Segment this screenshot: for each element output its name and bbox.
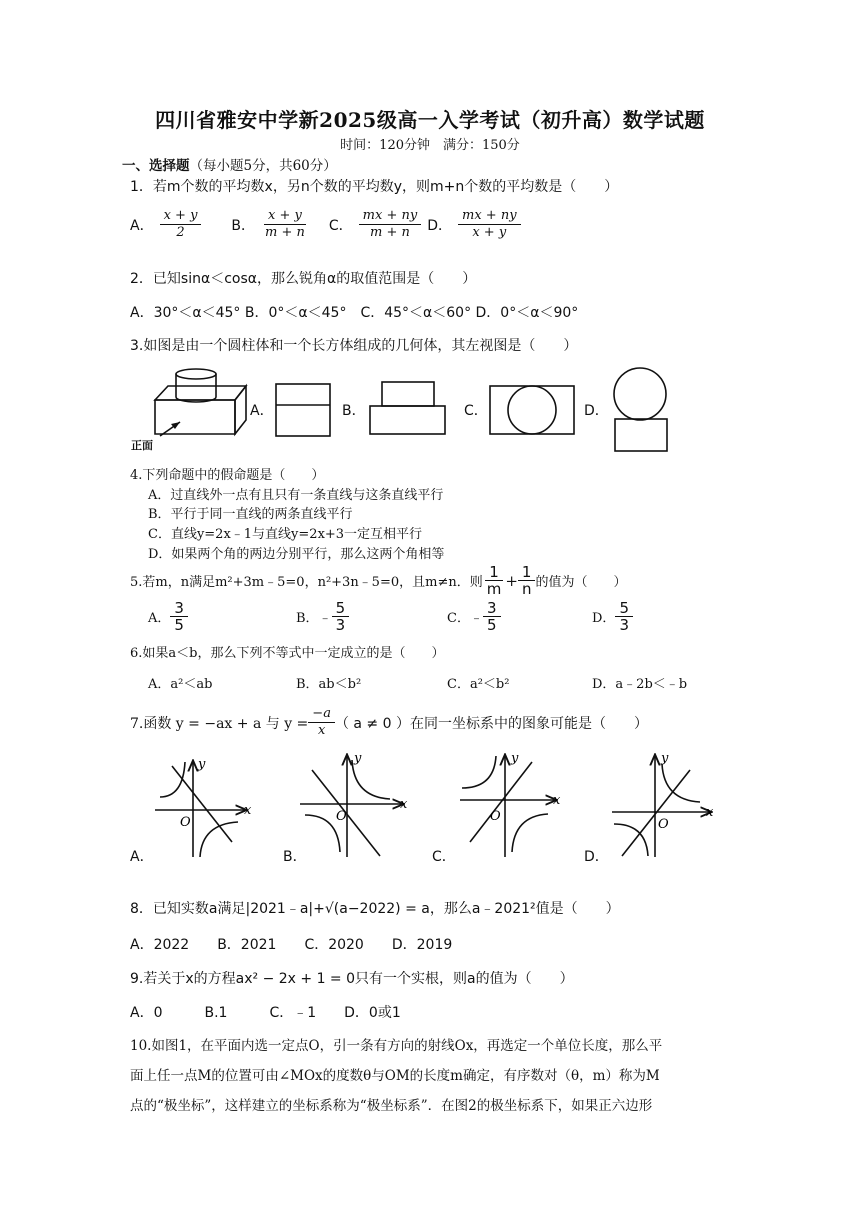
q8-options: A．2022 B．2021 C．2020 D．2019 <box>130 937 453 953</box>
exam-subtitle: 时间：120分钟 满分：150分 <box>340 138 520 153</box>
q7-option-b: B． <box>283 849 307 865</box>
q3-option-d: D． <box>584 403 609 419</box>
q7-d-x-label: x <box>706 805 714 820</box>
q2-stem: 2．已知sinα＜cosα，那么锐角α的取值范围是（ ） <box>130 271 477 287</box>
section-title: 一、选择题 <box>122 158 190 174</box>
q3-option-b-figure <box>382 382 434 406</box>
q6-option-b: B．ab＜b² <box>296 677 362 692</box>
q1-option-a-label: A． <box>130 217 154 234</box>
q1-option-a-fraction: $\frac{x + y}{2}$ <box>160 208 202 241</box>
q7-graphs <box>0 752 860 862</box>
q7-a-x-label: x <box>244 803 252 818</box>
q5-option-d: D． $\frac{5}{3}$ <box>592 600 633 633</box>
q3-option-c-figure <box>490 386 574 434</box>
q1-option-d-fraction: $\frac{mx + ny}{x + y}$ <box>458 208 521 241</box>
q5-option-b: B． ﹣ $\frac{5}{3}$ <box>296 600 349 633</box>
q3-option-b: B． <box>342 403 366 419</box>
q7-d-origin: O <box>658 817 669 832</box>
q7-stem <box>130 706 648 739</box>
q7-a-origin: O <box>180 815 191 830</box>
q4-option-c: C．直线y=2x﹣1与直线y=2x+3一定互相平行 <box>148 527 423 542</box>
section-heading <box>122 154 337 174</box>
q5-stem <box>130 564 626 597</box>
q5-fraction-2: $\frac{1}{n}$ <box>518 564 536 597</box>
q4-option-a: A．过直线外一点有且只有一条直线与这条直线平行 <box>148 488 444 503</box>
q3-stem: 3.如图是由一个圆柱体和一个长方体组成的几何体，其左视图是（ ） <box>130 338 578 354</box>
q3-front-label: 正面 <box>131 439 153 452</box>
q4-stem: 4.下列命题中的假命题是（ ） <box>130 468 325 483</box>
q1-options <box>130 208 521 241</box>
q7-stem-start: 7.函数 y = −ax + a 与 y = <box>130 715 309 732</box>
q2-options: A．30°＜α＜45° B．0°＜α＜45° C．45°＜α＜60° D．0°＜α＜90° <box>130 305 579 321</box>
q6-stem: 6.如果a＜b，那么下列不等式中一定成立的是（ ） <box>130 646 445 661</box>
q8-stem: 8．已知实数a满足|2021﹣a|+√(a−2022) = a，那么a﹣2021²值是（ ） <box>130 901 620 917</box>
q5-option-c: C． ﹣ $\frac{3}{5}$ <box>447 600 501 633</box>
q7-b-y-label: y <box>354 751 362 766</box>
q7-option-c: C． <box>432 849 456 865</box>
q1-option-c-label: C． <box>328 217 353 234</box>
exam-title: 四川省雅安中学新2025级高一入学考试（初升高）数学试题 <box>155 108 705 132</box>
q3-solid-figure <box>155 369 246 436</box>
q3-option-d-figure <box>614 368 666 420</box>
q1-option-b-label: B． <box>231 217 256 234</box>
q7-graph-d <box>612 756 710 857</box>
q7-graph-a <box>155 762 245 857</box>
q1-option-c-fraction: $\frac{mx + ny}{m + n}$ <box>359 208 422 241</box>
q3-option-a-figure <box>276 384 330 436</box>
q6-option-d: D．a﹣2b＜﹣b <box>592 677 688 692</box>
q9-stem: 9.若关于x的方程ax² − 2x + 1 = 0只有一个实根，则a的值为（ ） <box>130 971 574 987</box>
q7-c-x-label: x <box>553 793 561 808</box>
q5-stem-start: 5.若m，n满足m²+3m﹣5=0，n²+3n﹣5=0，且m≠n．则 <box>130 575 483 590</box>
q7-b-origin: O <box>336 809 347 824</box>
q1-option-b-fraction: $\frac{x + y}{m + n}$ <box>265 208 305 240</box>
q3-option-c: C． <box>464 403 488 419</box>
q6-option-a: A．a²＜ab <box>148 677 213 692</box>
q3-option-a: A． <box>250 403 274 419</box>
q4-option-b: B．平行于同一直线的两条直线平行 <box>148 507 353 522</box>
q4-option-d: D．如果两个角的两边分别平行，那么这两个角相等 <box>148 547 445 562</box>
q7-graph-c <box>460 756 555 857</box>
q5-stem-end: 的值为（ ） <box>535 575 627 590</box>
q1-option-d-label: D． <box>427 217 452 234</box>
q5-plus: + <box>505 571 518 590</box>
q7-fraction: $\frac{-a}{x}$ <box>308 706 335 739</box>
q10-line-3: 点的“极坐标”，这样建立的坐标系称为“极坐标系”．在图2的极坐标系下，如果正六边形 <box>130 1098 653 1114</box>
q7-b-x-label: x <box>400 797 408 812</box>
q7-graph-b <box>300 756 402 857</box>
q1-stem: 1．若m个数的平均数x，另n个数的平均数y，则m+n个数的平均数是（ ） <box>130 179 619 195</box>
q7-c-origin: O <box>490 809 501 824</box>
q10-line-1: 10.如图1，在平面内选一定点O，引一条有方向的射线Ox，再选定一个单位长度，那么平 <box>130 1038 663 1054</box>
q7-d-y-label: y <box>661 751 669 766</box>
q6-option-c: C．a²＜b² <box>447 677 510 692</box>
q7-option-a: A． <box>130 849 154 865</box>
q5-option-a: A． $\frac{3}{5}$ <box>148 600 188 633</box>
section-note: （每小题5分，共60分） <box>189 158 337 174</box>
q10-line-2: 面上任一点M的位置可由∠MOx的度数θ与OM的长度m确定，有序数对（θ，m）称为M <box>130 1068 660 1084</box>
q7-option-d: D． <box>584 849 609 865</box>
q5-fraction-1: $\frac{1}{m}$ <box>486 563 502 598</box>
q7-stem-end: （ a ≠ 0 ）在同一坐标系中的图象可能是（ ） <box>334 715 648 732</box>
q3-figures <box>0 362 860 452</box>
q7-c-y-label: y <box>511 751 519 766</box>
q9-options: A．0 B.1 C．﹣1 D．0或1 <box>130 1005 401 1021</box>
q7-a-y-label: y <box>198 757 206 772</box>
